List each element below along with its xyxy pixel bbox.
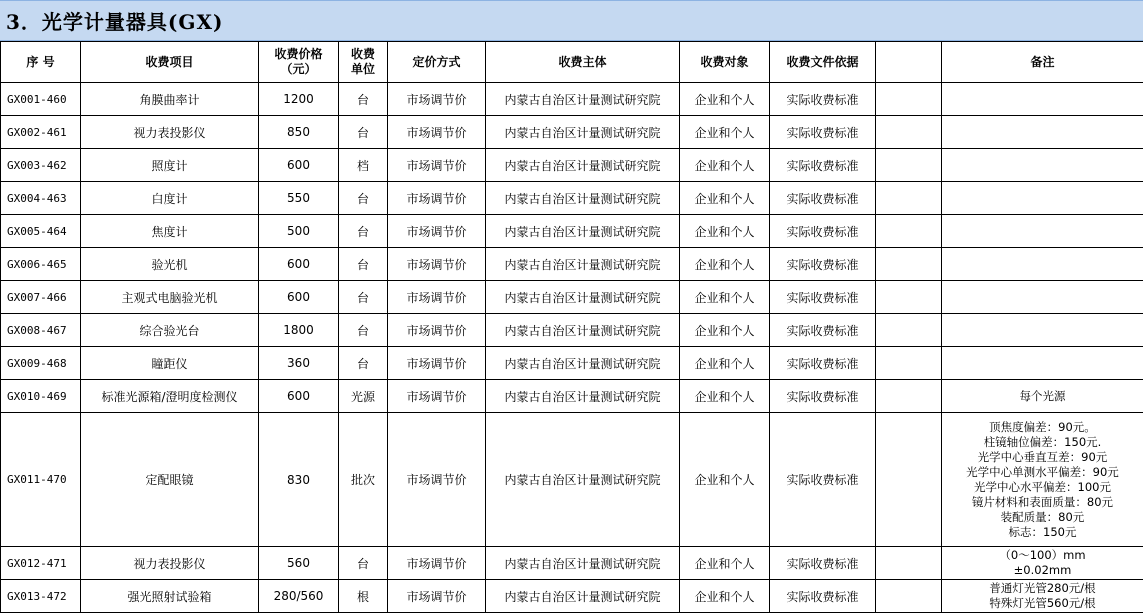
cell-unit: 台 — [339, 314, 388, 347]
cell-unit: 台 — [339, 215, 388, 248]
remark-line: 标志：150元 — [1008, 524, 1077, 539]
cell-basis: 实际收费标准 — [770, 215, 876, 248]
cell-blank — [876, 347, 942, 380]
cell-unit: 台 — [339, 347, 388, 380]
cell-method: 市场调节价 — [388, 413, 486, 547]
remark-line: 光学中心水平偏差：100元 — [974, 479, 1111, 494]
header-basis: 收费文件依据 — [770, 42, 876, 83]
cell-basis: 实际收费标准 — [770, 116, 876, 149]
cell-price: 600 — [259, 281, 339, 314]
cell-target: 企业和个人 — [680, 580, 770, 613]
cell-price: 360 — [259, 347, 339, 380]
cell-code: GX012-471 — [1, 547, 81, 580]
cell-unit: 台 — [339, 281, 388, 314]
section-title: 3．光学计量器具(GX) — [0, 0, 1143, 41]
cell-code: GX003-462 — [1, 149, 81, 182]
cell-item: 视力表投影仪 — [81, 116, 259, 149]
cell-remark — [942, 215, 1143, 248]
table-row — [1, 116, 1143, 149]
cell-code: GX006-465 — [1, 248, 81, 281]
cell-unit: 台 — [339, 547, 388, 580]
cell-unit: 批次 — [339, 413, 388, 547]
cell-item: 视力表投影仪 — [81, 547, 259, 580]
cell-remark — [942, 248, 1143, 281]
header-item: 收费项目 — [81, 42, 259, 83]
cell-remark — [942, 116, 1143, 149]
cell-price: 280/560 — [259, 580, 339, 613]
cell-subject: 内蒙古自治区计量测试研究院 — [486, 83, 680, 116]
cell-blank — [876, 314, 942, 347]
cell-price: 560 — [259, 547, 339, 580]
remark-line: ±0.02mm — [1013, 563, 1072, 577]
header-subject: 收费主体 — [486, 42, 680, 83]
cell-unit: 台 — [339, 83, 388, 116]
cell-blank — [876, 248, 942, 281]
cell-method: 市场调节价 — [388, 281, 486, 314]
cell-remark — [942, 182, 1143, 215]
header-price-line2: （元） — [280, 62, 317, 76]
table-body — [1, 83, 1143, 613]
cell-remark — [942, 83, 1143, 116]
cell-subject: 内蒙古自治区计量测试研究院 — [486, 380, 680, 413]
cell-remark — [942, 149, 1143, 182]
cell-unit: 台 — [339, 248, 388, 281]
cell-subject: 内蒙古自治区计量测试研究院 — [486, 413, 680, 547]
cell-method: 市场调节价 — [388, 248, 486, 281]
cell-code: GX002-461 — [1, 116, 81, 149]
cell-blank — [876, 149, 942, 182]
cell-method: 市场调节价 — [388, 347, 486, 380]
cell-item: 照度计 — [81, 149, 259, 182]
cell-basis: 实际收费标准 — [770, 547, 876, 580]
cell-basis: 实际收费标准 — [770, 380, 876, 413]
cell-remark — [942, 347, 1143, 380]
cell-basis: 实际收费标准 — [770, 314, 876, 347]
remark-line: 柱镜轴位偏差：150元. — [983, 434, 1102, 449]
cell-code: GX011-470 — [1, 413, 81, 547]
remark-line: 装配质量：80元 — [1000, 509, 1085, 524]
cell-target: 企业和个人 — [680, 314, 770, 347]
cell-target: 企业和个人 — [680, 380, 770, 413]
table-row — [1, 248, 1143, 281]
cell-code: GX009-468 — [1, 347, 81, 380]
cell-method: 市场调节价 — [388, 547, 486, 580]
cell-item: 综合验光台 — [81, 314, 259, 347]
cell-subject: 内蒙古自治区计量测试研究院 — [486, 248, 680, 281]
cell-price: 830 — [259, 413, 339, 547]
remark-line: 光学中心单测水平偏差：90元 — [966, 464, 1119, 479]
cell-blank — [876, 182, 942, 215]
cell-code: GX004-463 — [1, 182, 81, 215]
cell-unit: 光源 — [339, 380, 388, 413]
cell-price: 1200 — [259, 83, 339, 116]
table-row — [1, 380, 1143, 413]
cell-item: 焦度计 — [81, 215, 259, 248]
cell-blank — [876, 281, 942, 314]
cell-subject: 内蒙古自治区计量测试研究院 — [486, 116, 680, 149]
remark-line: （0～100）mm — [999, 548, 1086, 562]
cell-blank — [876, 215, 942, 248]
cell-basis: 实际收费标准 — [770, 149, 876, 182]
header-price — [259, 42, 339, 83]
cell-blank — [876, 380, 942, 413]
remark-line: 普通灯光管280元/根 — [989, 581, 1096, 595]
cell-price: 550 — [259, 182, 339, 215]
cell-item: 验光机 — [81, 248, 259, 281]
cell-code: GX013-472 — [1, 580, 81, 613]
cell-code: GX008-467 — [1, 314, 81, 347]
cell-basis: 实际收费标准 — [770, 347, 876, 380]
cell-subject: 内蒙古自治区计量测试研究院 — [486, 547, 680, 580]
cell-target: 企业和个人 — [680, 83, 770, 116]
cell-item: 角膜曲率计 — [81, 83, 259, 116]
cell-basis: 实际收费标准 — [770, 248, 876, 281]
cell-item: 强光照射试验箱 — [81, 580, 259, 613]
header-row — [1, 42, 1143, 83]
cell-method: 市场调节价 — [388, 182, 486, 215]
cell-blank — [876, 413, 942, 547]
cell-code: GX010-469 — [1, 380, 81, 413]
cell-method: 市场调节价 — [388, 314, 486, 347]
cell-item: 白度计 — [81, 182, 259, 215]
cell-blank — [876, 580, 942, 613]
table-row — [1, 413, 1143, 547]
cell-method: 市场调节价 — [388, 83, 486, 116]
cell-price: 600 — [259, 248, 339, 281]
table-row — [1, 149, 1143, 182]
cell-remark — [942, 380, 1143, 413]
cell-item: 主观式电脑验光机 — [81, 281, 259, 314]
cell-method: 市场调节价 — [388, 380, 486, 413]
cell-basis: 实际收费标准 — [770, 580, 876, 613]
cell-target: 企业和个人 — [680, 116, 770, 149]
remark-line: 每个光源 — [1019, 388, 1066, 403]
cell-remark — [942, 281, 1143, 314]
table-row — [1, 83, 1143, 116]
cell-target: 企业和个人 — [680, 547, 770, 580]
cell-subject: 内蒙古自治区计量测试研究院 — [486, 580, 680, 613]
cell-target: 企业和个人 — [680, 347, 770, 380]
header-unit-line2: 单位 — [350, 62, 375, 76]
cell-target: 企业和个人 — [680, 248, 770, 281]
remark-line: 镜片材料和表面质量：80元 — [971, 494, 1114, 509]
cell-remark — [942, 314, 1143, 347]
cell-item: 标准光源箱/澄明度检测仪 — [81, 380, 259, 413]
cell-price: 850 — [259, 116, 339, 149]
cell-subject: 内蒙古自治区计量测试研究院 — [486, 347, 680, 380]
cell-subject: 内蒙古自治区计量测试研究院 — [486, 281, 680, 314]
cell-item: 定配眼镜 — [81, 413, 259, 547]
header-price-line1: 收费价格 — [274, 47, 323, 61]
cell-basis: 实际收费标准 — [770, 413, 876, 547]
cell-price: 600 — [259, 380, 339, 413]
cell-blank — [876, 83, 942, 116]
cell-method: 市场调节价 — [388, 215, 486, 248]
cell-subject: 内蒙古自治区计量测试研究院 — [486, 215, 680, 248]
cell-subject: 内蒙古自治区计量测试研究院 — [486, 314, 680, 347]
remark-line: 特殊灯光管560元/根 — [989, 596, 1096, 610]
cell-blank — [876, 116, 942, 149]
remark-line: 光学中心垂直互差：90元 — [977, 449, 1108, 464]
cell-target: 企业和个人 — [680, 413, 770, 547]
cell-basis: 实际收费标准 — [770, 281, 876, 314]
cell-price: 500 — [259, 215, 339, 248]
cell-target: 企业和个人 — [680, 281, 770, 314]
header-method: 定价方式 — [388, 42, 486, 83]
cell-unit: 台 — [339, 182, 388, 215]
cell-subject: 内蒙古自治区计量测试研究院 — [486, 149, 680, 182]
cell-remark — [942, 413, 1143, 547]
table-row — [1, 580, 1143, 613]
cell-price: 600 — [259, 149, 339, 182]
cell-unit: 档 — [339, 149, 388, 182]
cell-unit: 台 — [339, 116, 388, 149]
cell-code: GX001-460 — [1, 83, 81, 116]
cell-price: 1800 — [259, 314, 339, 347]
header-blank — [876, 42, 942, 83]
fee-table — [0, 41, 1143, 613]
table-row — [1, 281, 1143, 314]
cell-method: 市场调节价 — [388, 116, 486, 149]
table-row — [1, 215, 1143, 248]
cell-item: 瞳距仪 — [81, 347, 259, 380]
cell-code: GX005-464 — [1, 215, 81, 248]
cell-remark — [942, 547, 1143, 580]
cell-unit: 根 — [339, 580, 388, 613]
header-unit — [339, 42, 388, 83]
header-seq: 序 号 — [1, 42, 81, 83]
header-unit-line1: 收费 — [350, 47, 375, 61]
cell-code: GX007-466 — [1, 281, 81, 314]
cell-basis: 实际收费标准 — [770, 182, 876, 215]
remark-line: 顶焦度偏差：90元。 — [989, 419, 1096, 434]
cell-remark — [942, 580, 1143, 613]
cell-target: 企业和个人 — [680, 215, 770, 248]
header-remark: 备注 — [942, 42, 1143, 83]
cell-subject: 内蒙古自治区计量测试研究院 — [486, 182, 680, 215]
cell-method: 市场调节价 — [388, 580, 486, 613]
header-target: 收费对象 — [680, 42, 770, 83]
table-row — [1, 314, 1143, 347]
cell-target: 企业和个人 — [680, 149, 770, 182]
cell-target: 企业和个人 — [680, 182, 770, 215]
cell-basis: 实际收费标准 — [770, 83, 876, 116]
cell-method: 市场调节价 — [388, 149, 486, 182]
table-row — [1, 182, 1143, 215]
cell-blank — [876, 547, 942, 580]
table-row — [1, 347, 1143, 380]
table-row — [1, 547, 1143, 580]
